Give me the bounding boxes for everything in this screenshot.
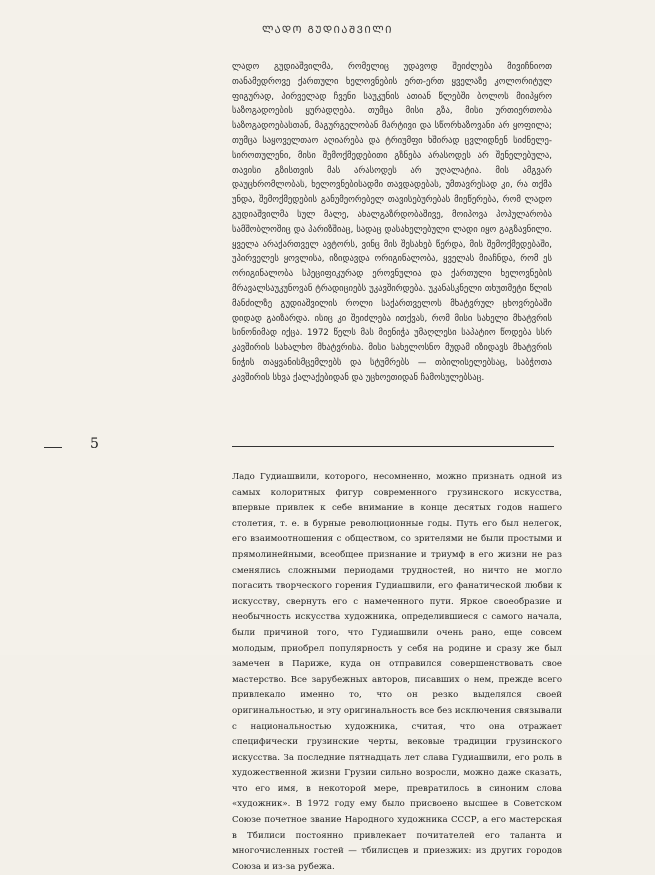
margin-dash xyxy=(44,447,62,448)
georgian-text-block: ლადო გუდიაშვილმა, რომელიც უდავოდ შეიძლება მივიჩნიოთ თანამედროვე ქართული ხელოვნების ერთ-ერთ ყველაზე კოლორიტულ ფიგურად, პირველად ჩვენი საუკუნის ათიან წლებში ბოლოს მიიპყრო საზოგადოების ყურადღება. თუმცა მისი გზა, მისი ურთიერთობა საზოგადოებასთან, მაგურგელობან მარტივი და სწორხაზოვანი არ ყოფილა; თუმცა საყოველთაო აღიარება და ტრიუმფი ხშირად ცვლიდნენ სიძნელე-სიროთულენი, მისი შემოქმედებითი გზნება არასოდეს არ შენელებულა, თავისი გზისთვის მას არასოდეს არ უღალატია. მის ამგვარ დაუცხრომლობას, ხელოვნებისადმი თავდადებას, უმთავრესად კი, რა თქმა უნდა, შემოქმედების განუმეორებელ თავისებურებას მიეწერება, რომ ლადო გუდიაშვილმა სულ მალე, ახალგაზრდობაშივე, მოიპოვა პოპულარობა სამშობლოშიც და პარიზშიაც, სადაც დასახელებული ლადი იყო გაგზავნილი. ყველა არაქართველ ავტორს, ვინც მის შესახებ წერდა, მის შემოქმედებაში, უპირველეს ყოვლისა, იზიდავდა ორიგინალობა, ყველას მიაჩნდა, რომ ეს ორიგინალობა სპეციფიკურად ეროვნულია და ქართული ხელოვნების მრავალსაუკუნოვან ტრადიციებს უკავშირდება. უკანასკნელი თხუთმეტი წლის მანძილზე გუდიაშვილის როლი საქართველოს მხატვრულ ცხოვრებაში დიდად გაიზარდა. ისიც კი შეიძლება ითქვას, რომ მისი სახელი მხატვრის სინონიმად იქცა. 1972 წელს მას მიენიჭა უმაღლესი საპატიო წოდება სსრ კავშირის სახალხო მხატვრისა. მისი სახელოსნო მუდამ იზიდავს მხატვრის ნიჭის თაყვანისმცემლებს და სტუმრებს — თბილისელებსაც, საბჭოთა კავშირის სხვა ქალაქებიდან და უცხოეთიდან ჩამოსულებსაც. xyxy=(232,62,552,383)
section-divider xyxy=(232,446,554,447)
russian-text-block: Ладо Гудиашвили, которого, несомненно, можно признать одной из самых колоритных фигур современного грузинского искусства, впервые привлек к себе внимание в конце десятых годов нашего столетия, т. е. в бурные революционные годы. Путь его был нелегок, его взаимоотношения с обществом, со зрителями не были простыми и прямолинейными, всеобщее признание и триумф в его жизни не раз сменялись сложными периодами трудностей, но ничто не могло погасить творческого горения Гудиашвили, его фанатической любви к искусству, свернуть его с намеченного пути. Яркое своеобразие и необычность искусства художника, определившиеся с самого начала, были причиной того, что Гудиашвили очень рано, еще совсем молодым, приобрел популярность у себя на родине и сразу же был замечен в Париже, куда он отправился совершенствовать свое мастерство. Все зарубежных авторов, писавших о нем, прежде всего привлекало именно то, что он резко выделялся своей оригинальностью, и эту оригинальность все без исключения связывали с национальностью художника, считая, что она отражает специфически грузинские черты, вековые традиции грузинского искусства. За последние пятнадцать лет слава Гудиашвили, его роль в художественной жизни Грузии сильно возросли, можно даже сказать, что его имя, в некоторой мере, превратилось в синоним слова «художник». В 1972 году ему было присвоено высшее в Советском Союзе почетное звание Народного художника СССР, а его мастерская в Тбилиси постоянно привлекает почитателей его таланта и многочисленных гостей — тбилисцев и приезжих: из других городов Союза и из-за рубежа. xyxy=(232,472,562,872)
page-number: 5 xyxy=(90,436,99,452)
running-header: ᲚᲐᲓᲝ ᲒᲣᲓᲘᲐᲨᲕᲘᲚᲘ xyxy=(261,25,394,36)
